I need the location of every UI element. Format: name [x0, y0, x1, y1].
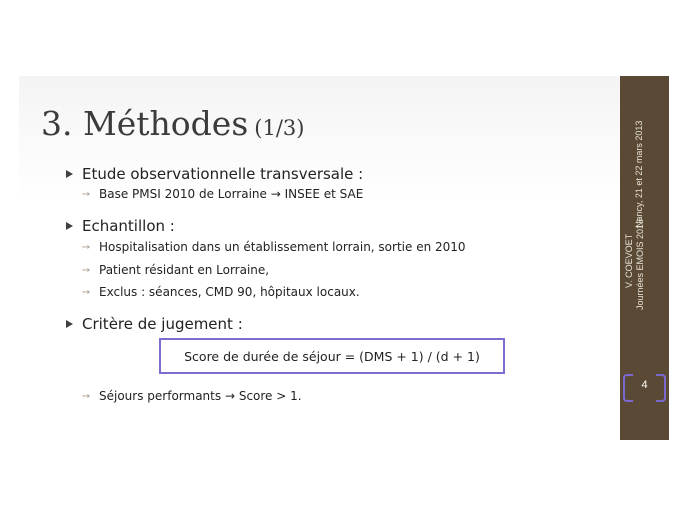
sub-bullet-icon: ➙ [82, 286, 91, 298]
section-heading-criterion [66, 315, 243, 333]
arrow-icon: → [270, 187, 281, 201]
heading-text: Etude observationnelle transversale : [82, 165, 364, 183]
list-item [82, 187, 363, 201]
item-text: INSEE et SAE [284, 187, 364, 201]
sidebar-date: Nancy, 21 et 22 mars 2013 [634, 120, 644, 228]
item-text: Hospitalisation dans un établissement lorrain, sortie en 2010 [99, 240, 466, 254]
title-main: 3. Méthodes [41, 104, 249, 143]
triangle-bullet-icon [66, 222, 73, 230]
list-item [82, 285, 360, 299]
slide-title [41, 104, 304, 143]
list-item-conclusion [82, 389, 302, 403]
sub-bullet-icon: ➙ [82, 188, 91, 200]
triangle-bullet-icon [66, 320, 73, 328]
formula-text: Score de durée de séjour = (DMS + 1) / (d + 1) [184, 348, 480, 364]
title-sub: (1/3) [254, 116, 305, 140]
section-heading-sample [66, 217, 175, 235]
item-text: Base PMSI 2010 de Lorraine [99, 187, 267, 201]
sidebar-author: V. COEVOET [624, 233, 634, 288]
list-item [82, 263, 269, 277]
formula-box [159, 338, 505, 374]
heading-text: Echantillon : [82, 217, 175, 235]
arrow-icon: → [224, 389, 235, 403]
item-text: Score > 1. [238, 389, 302, 403]
page-number: 4 [641, 379, 648, 391]
sub-bullet-icon: ➙ [82, 264, 91, 276]
section-heading-study [66, 165, 363, 183]
sub-bullet-icon: ➙ [82, 241, 91, 253]
list-item [82, 240, 466, 254]
item-text: Patient résidant en Lorraine, [99, 263, 270, 277]
triangle-bullet-icon [66, 170, 73, 178]
item-text: Exclus : séances, CMD 90, hôpitaux locaux. [99, 285, 360, 299]
sidebar-event: Journées EMOIS 2013 [635, 218, 645, 310]
sub-bullet-icon: ➙ [82, 390, 91, 402]
item-text: Séjours performants [99, 389, 222, 403]
heading-text: Critère de jugement : [82, 315, 243, 333]
page-number-box [623, 374, 666, 400]
